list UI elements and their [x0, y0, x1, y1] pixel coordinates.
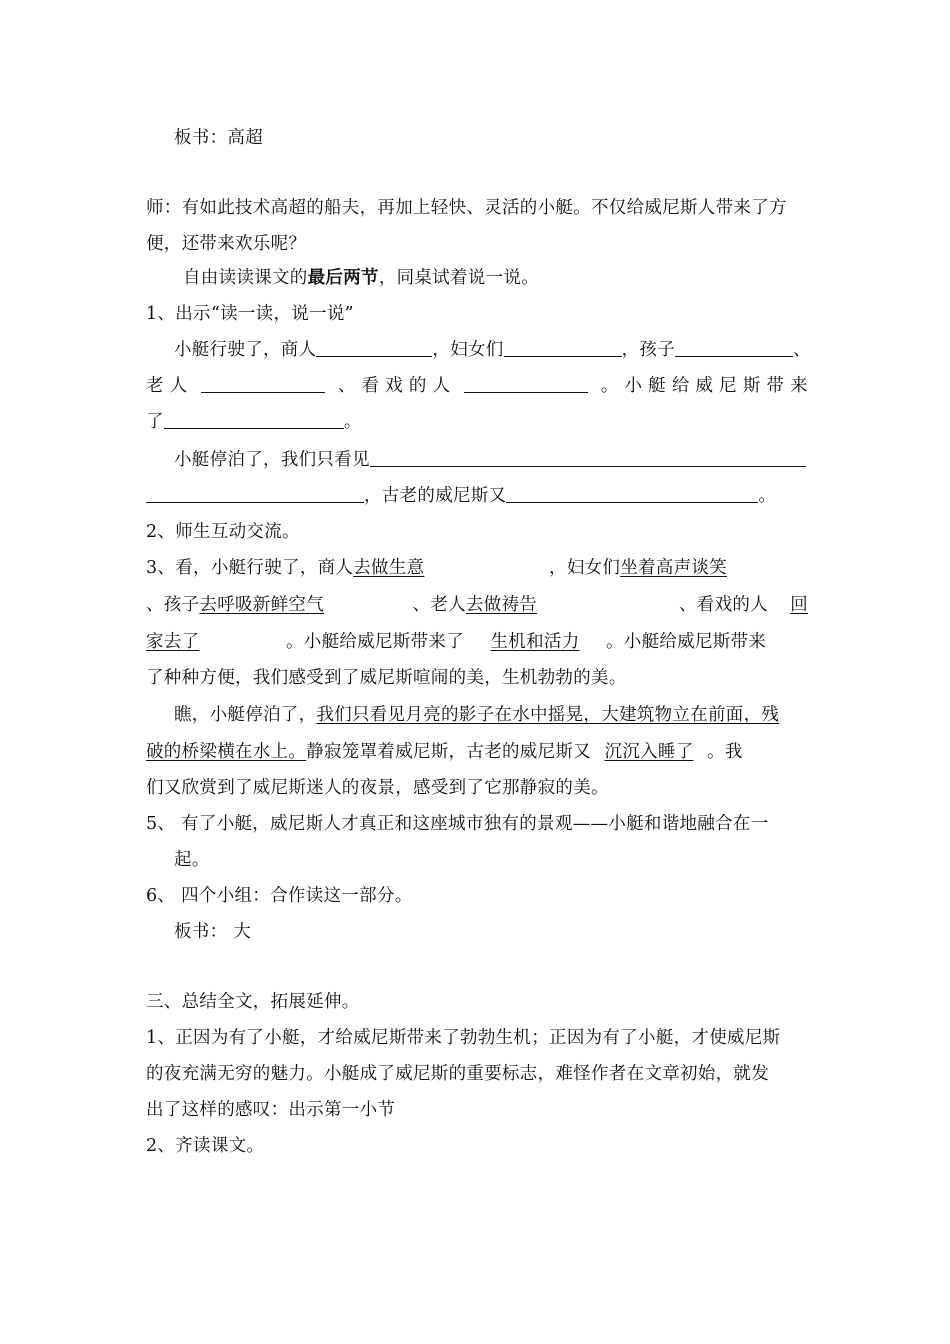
instruction-text-c: ，同桌试着说一说。	[378, 268, 540, 288]
fill-blank	[370, 448, 806, 467]
step-2: 2、师生互动交流。	[146, 522, 300, 542]
answer-underlined: 我们只看见月亮的影子在水中摇晃，大建筑物立在前面，残	[316, 705, 780, 725]
fill-text: 老 人	[146, 376, 188, 396]
fill-blank	[146, 484, 364, 503]
answer-text: 、看戏的人	[679, 595, 768, 615]
teacher-line-1: 师：有如此技术高超的船夫，再加上轻快、灵活的小艇。不仅给威尼斯人带来了方	[146, 198, 787, 218]
answer-underlined: 破的桥梁横在水上。	[146, 742, 307, 762]
fill-blank	[164, 410, 344, 429]
step-6: 6、 四个小组：合作读这一部分。	[146, 886, 413, 906]
fill-line-4	[174, 448, 816, 472]
answer-line-2	[146, 593, 808, 617]
fill-text: 、	[793, 340, 811, 360]
answer-text: 。小艇给威尼斯带来了	[286, 632, 464, 652]
reading-instruction	[183, 266, 845, 290]
fill-line-1	[174, 338, 811, 362]
fill-text: 了	[146, 412, 164, 432]
answer-underlined: 坐着高声谈笑	[620, 558, 728, 578]
step-5-line-1: 5、 有了小艇，威尼斯人才真正和这座城市独有的景观——小艇和谐地融合在一	[146, 814, 769, 834]
fill-blank	[464, 374, 588, 393]
answer-line-7: 们又欣赏到了威尼斯迷人的夜景，感受到了它那静寂的美。	[146, 778, 609, 798]
fill-blank	[675, 338, 793, 357]
board-note-da: 板书： 大	[174, 922, 252, 942]
answer-line-1	[146, 556, 808, 580]
answer-underlined: 去做生意	[353, 558, 425, 578]
answer-line-6	[146, 740, 808, 764]
fill-blank	[504, 338, 622, 357]
fill-line-5	[146, 484, 808, 508]
answer-underlined: 生机和活力	[490, 632, 580, 652]
answer-underlined: 去呼吸新鲜空气	[199, 595, 325, 615]
answer-text: 3、看，小艇行驶了，商人	[146, 558, 354, 578]
summary-line-2: 的夜充满无穷的魅力。小艇成了威尼斯的重要标志，难怪作者在文章初始，就发	[146, 1064, 769, 1084]
fill-line-3	[146, 410, 808, 434]
answer-text: 。小艇给威尼斯带来	[606, 632, 767, 652]
fill-text: ，古老的威尼斯又	[364, 486, 507, 506]
fill-text: 。 小 艇 给 威 尼 斯 带 来	[600, 376, 808, 396]
step-5-line-2: 起。	[174, 850, 210, 870]
answer-text: 静寂笼罩着威尼斯，古老的威尼斯又	[306, 742, 592, 762]
answer-underlined: 沉沉入睡了	[604, 742, 694, 762]
teacher-line-2: 便，还带来欢乐呢？	[146, 234, 307, 254]
answer-text: 、老人	[412, 595, 466, 615]
summary-line-3: 出了这样的感叹：出示第一小节	[146, 1100, 396, 1120]
instruction-bold: 最后两节	[307, 268, 379, 288]
fill-text: 。	[343, 412, 362, 432]
board-note-gaochao: 板书：高超	[174, 128, 263, 148]
summary-line-1: 1、正因为有了小艇，才给威尼斯带来了勃勃生机；正因为有了小艇，才使威尼斯	[146, 1028, 781, 1048]
answer-text: 、孩子	[146, 595, 200, 615]
fill-text: ，孩子	[621, 340, 676, 360]
answer-text: ，妇女们	[549, 558, 621, 578]
answer-underlined: 回	[790, 595, 808, 615]
fill-blank	[506, 484, 758, 503]
answer-line-5	[174, 703, 808, 727]
section-3-heading: 三、总结全文，拓展延伸。	[146, 992, 360, 1012]
fill-text: 小艇行驶了，商人	[174, 340, 317, 360]
fill-line-2	[146, 374, 808, 398]
answer-line-3	[146, 630, 808, 654]
answer-text: 。我	[707, 742, 743, 762]
answer-underlined: 去做祷告	[465, 595, 538, 615]
instruction-text-a: 自由读读课文的	[183, 268, 308, 288]
answer-text: 瞧，小艇停泊了，	[174, 705, 317, 725]
fill-text: 小艇停泊了，我们只看见	[174, 450, 370, 470]
fill-blank	[201, 374, 325, 393]
answer-line-4: 了种种方便，我们感受到了威尼斯喧闹的美，生机勃勃的美。	[146, 668, 627, 688]
step-1-heading: 1、出示“读一读，说一说”	[146, 304, 354, 324]
fill-text: ，妇女们	[432, 340, 504, 360]
fill-text: 、 看 戏 的 人	[337, 376, 451, 396]
fill-blank	[316, 338, 432, 357]
summary-line-4: 2、齐读课文。	[146, 1136, 265, 1156]
answer-underlined: 家去了	[146, 632, 200, 652]
fill-text: 。	[758, 486, 777, 506]
